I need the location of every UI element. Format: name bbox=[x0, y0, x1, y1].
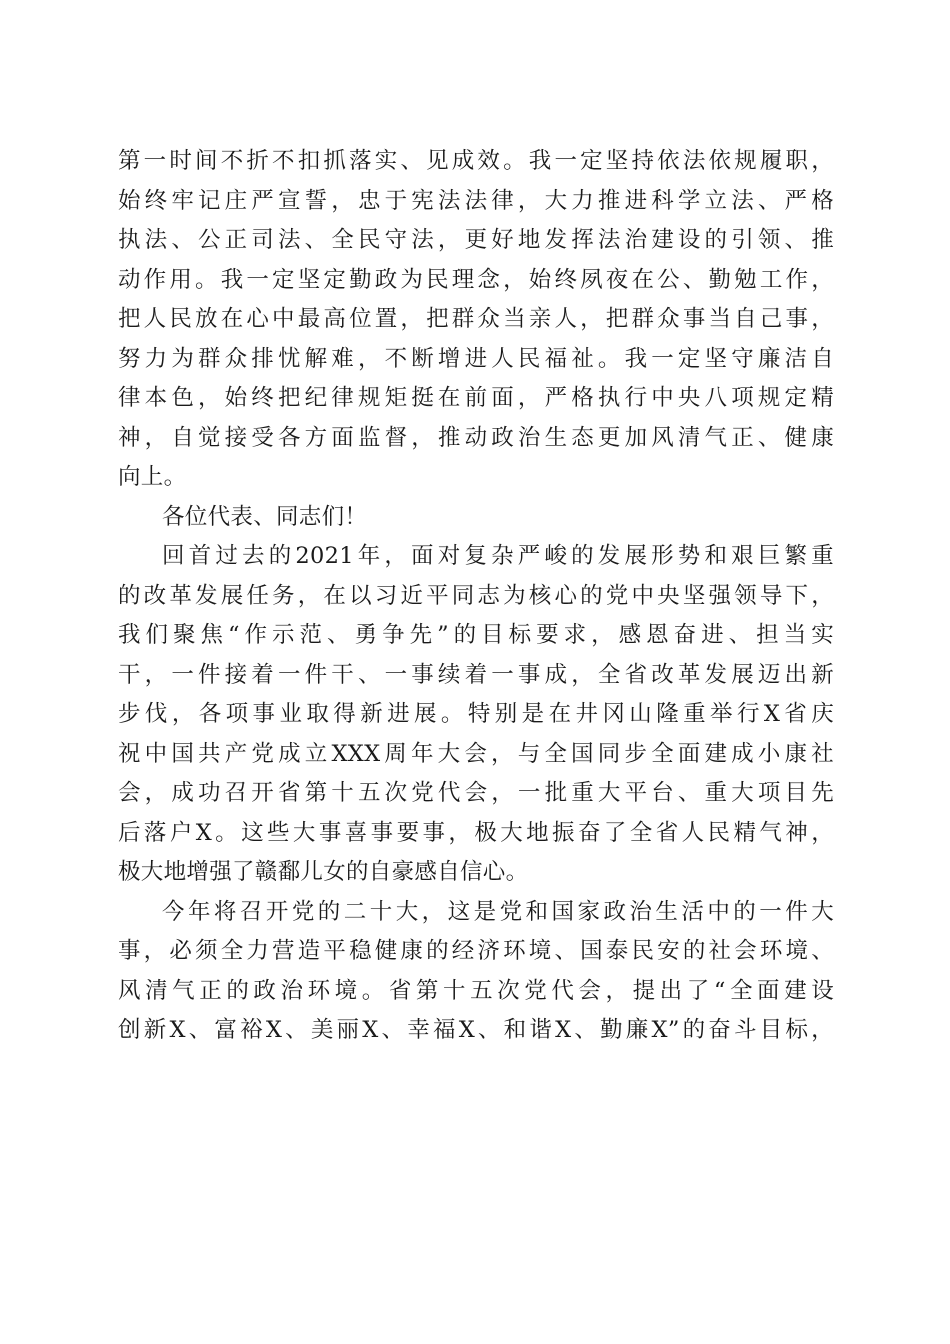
text-line: 执法、公正司法、全民守法，更好地发挥法治建设的引领、推 bbox=[118, 227, 834, 253]
text-line: 把人民放在心中最高位置，把群众当亲人，把群众事当自己事， bbox=[118, 306, 834, 332]
paragraph-start: 今年将召开党的二十大，这是党和国家政治生活中的一件大 bbox=[162, 898, 834, 925]
text-line: 我们聚焦“作示范、勇争先”的目标要求，感恩奋进、担当实 bbox=[118, 622, 834, 648]
text-line: 步伐，各项事业取得新进展。特别是在井冈山隆重举行X省庆 bbox=[118, 701, 834, 727]
text-line: 律本色，始终把纪律规矩挺在前面，严格执行中央八项规定精 bbox=[118, 385, 834, 411]
text-line: 神，自觉接受各方面监督，推动政治生态更加风清气正、健康 bbox=[118, 424, 834, 451]
text-line: 动作用。我一定坚定勤政为民理念，始终夙夜在公、勤勉工作， bbox=[118, 266, 834, 293]
text-line: 第一时间不折不扣抓落实、见成效。我一定坚持依法依规履职， bbox=[118, 148, 834, 174]
text-line: 始终牢记庄严宣誓，忠于宪法法律，大力推进科学立法、严格 bbox=[118, 187, 834, 214]
text-line: 创新X、富裕X、美丽X、幸福X、和谐X、勤廉X”的奋斗目标， bbox=[118, 1017, 834, 1043]
paragraph-start: 回首过去的2021年，面对复杂严峻的发展形势和艰巨繁重 bbox=[162, 543, 834, 569]
text-line: 风清气正的政治环境。省第十五次党代会，提出了“全面建设 bbox=[118, 977, 834, 1004]
text-line: 的改革发展任务，在以习近平同志为核心的党中央坚强领导下， bbox=[118, 582, 834, 609]
text-line: 后落户X。这些大事喜事要事，极大地振奋了全省人民精气神， bbox=[118, 819, 834, 846]
text-line: 干，一件接着一件干、一事续着一事成，全省改革发展迈出新 bbox=[118, 661, 834, 688]
text-line: 努力为群众排忧解难，不断增进人民福祉。我一定坚守廉洁自 bbox=[118, 345, 834, 372]
text-line: 向上。 bbox=[118, 464, 187, 490]
salutation: 各位代表、同志们！ bbox=[162, 503, 368, 530]
body-text bbox=[118, 142, 834, 1051]
text-line: 极大地增强了赣鄱儿女的自豪感自信心。 bbox=[118, 859, 529, 885]
text-line: 事，必须全力营造平稳健康的经济环境、国泰民安的社会环境、 bbox=[118, 938, 834, 964]
text-line: 祝中国共产党成立XXX周年大会，与全国同步全面建成小康社 bbox=[118, 740, 834, 767]
text-line: 会，成功召开省第十五次党代会，一批重大平台、重大项目先 bbox=[118, 780, 834, 806]
